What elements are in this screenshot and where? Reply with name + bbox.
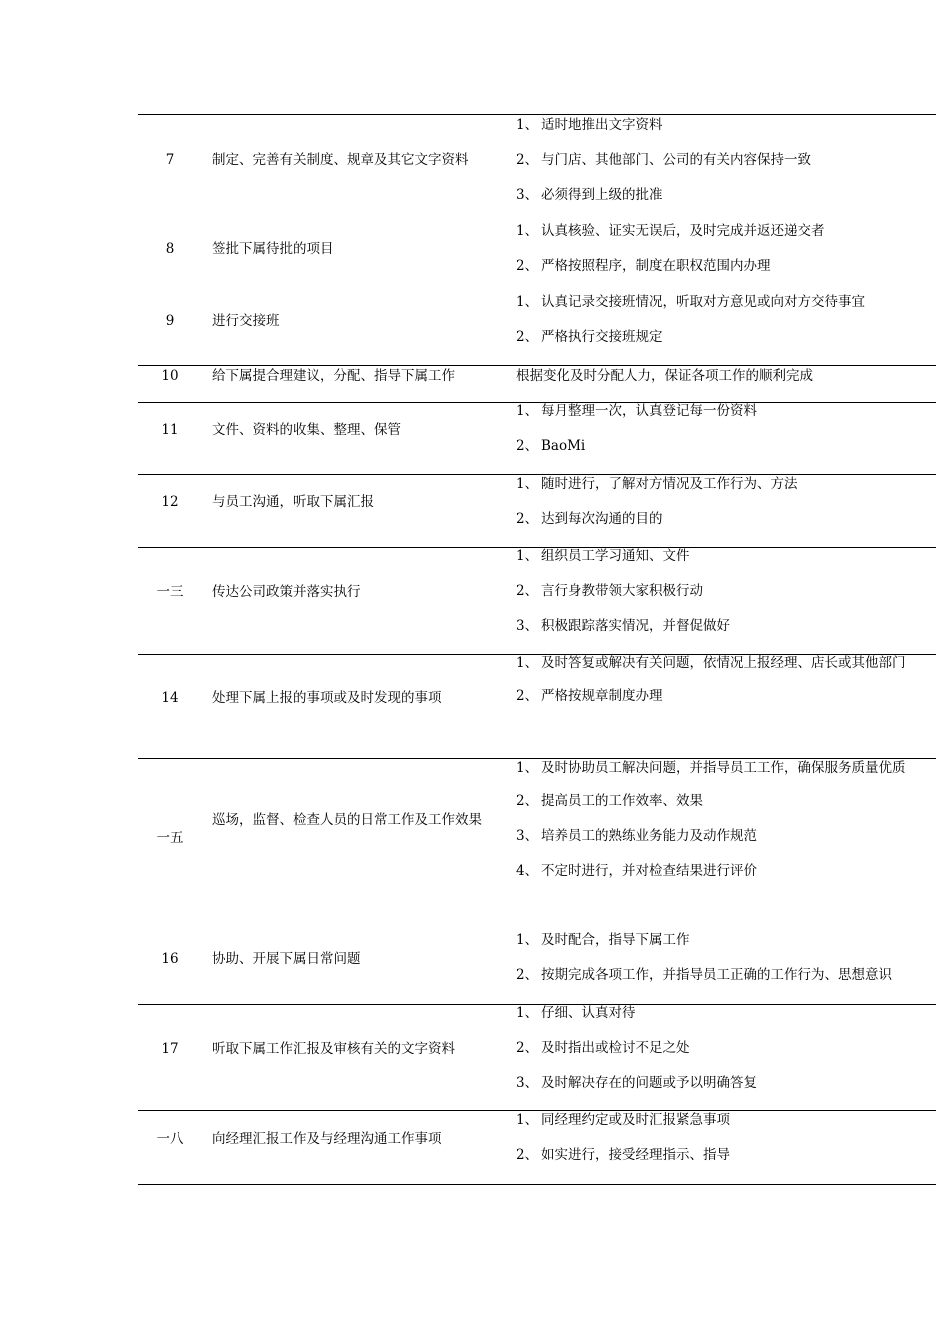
row-number: 8 [165, 241, 175, 257]
list-item: 1、 每月整理一次，认真登记每一份资料 [516, 403, 757, 419]
list-item: 2、 及时指出或检讨不足之处 [516, 1040, 690, 1056]
standard-cell [516, 1103, 936, 1173]
standard-cell [516, 646, 936, 714]
task-cell: 文件、资料的收集、整理、保管 [212, 422, 401, 438]
row-number: 7 [165, 152, 175, 168]
row-number: 12 [161, 494, 179, 510]
task-cell: 签批下属待批的项目 [212, 241, 334, 257]
list-item: 1、 及时协助员工解决问题，并指导员工工作，确保服务质量优质 [516, 760, 906, 776]
task-cell: 协助、开展下属日常问题 [212, 951, 361, 967]
row-number: 14 [161, 690, 179, 706]
list-item: 2、 严格按照程序，制度在职权范围内办理 [516, 258, 771, 274]
row-number: 一八 [156, 1131, 184, 1147]
list-item: 1、 认真核验、证实无误后，及时完成并返还递交者 [516, 223, 825, 239]
row-number: 一五 [156, 830, 184, 846]
task-cell: 听取下属工作汇报及审核有关的文字资料 [212, 1041, 455, 1057]
task-cell: 进行交接班 [212, 313, 280, 329]
row-number: 16 [161, 951, 179, 967]
list-item: 1、 适时地推出文字资料 [516, 117, 663, 133]
standard-cell [516, 214, 936, 284]
list-item: 2、 BaoMi [516, 438, 586, 454]
task-cell: 制定、完善有关制度、规章及其它文字资料 [212, 152, 469, 168]
table-rule [138, 1184, 936, 1185]
row-number: 10 [161, 368, 179, 384]
standard-cell [516, 467, 936, 537]
list-item: 1、 随时进行，了解对方情况及工作行为、方法 [516, 476, 798, 492]
standard-cell [516, 996, 936, 1101]
table-rule [138, 365, 936, 366]
row-number: 17 [161, 1041, 179, 1057]
list-item: 2、 达到每次沟通的目的 [516, 511, 663, 527]
row-number: 11 [161, 422, 179, 438]
list-item: 1、 认真记录交接班情况，听取对方意见或向对方交待事宜 [516, 294, 865, 310]
list-item: 1、 同经理约定或及时汇报紧急事项 [516, 1112, 730, 1128]
list-item: 1、 仔细、认真对待 [516, 1005, 636, 1021]
standard-cell [516, 394, 936, 464]
list-item: 2、 与门店、其他部门、公司的有关内容保持一致 [516, 152, 811, 168]
task-cell: 与员工沟通，听取下属汇报 [212, 494, 374, 510]
standard-cell [516, 285, 936, 355]
row-number: 9 [165, 313, 175, 329]
standard-cell: 根据变化及时分配人力，保证各项工作的顺利完成 [516, 368, 813, 384]
task-cell: 传达公司政策并落实执行 [212, 584, 361, 600]
list-item: 2、 如实进行，接受经理指示、指导 [516, 1147, 730, 1163]
standard-cell [516, 539, 936, 644]
list-item: 3、 及时解决存在的问题或予以明确答复 [516, 1075, 757, 1091]
task-cell: 巡场，监督、检查人员的日常工作及工作效果 [212, 812, 482, 828]
task-cell: 处理下属上报的事项或及时发现的事项 [212, 690, 442, 706]
list-item: 2、 言行身教带领大家积极行动 [516, 583, 703, 599]
list-item: 1、 及时配合，指导下属工作 [516, 932, 690, 948]
list-item: 1、 及时答复或解决有关问题，依情况上报经理、店长或其他部门 [516, 655, 906, 671]
task-cell: 给下属提合理建议，分配、指导下属工作 [212, 368, 455, 384]
standard-cell [516, 751, 936, 889]
list-item: 2、 严格执行交接班规定 [516, 329, 663, 345]
list-item: 3、 积极跟踪落实情况，并督促做好 [516, 618, 730, 634]
standard-cell [516, 108, 936, 213]
list-item: 3、 培养员工的熟练业务能力及动作规范 [516, 828, 757, 844]
list-item: 2、 严格按规章制度办理 [516, 688, 663, 704]
standard-cell [516, 923, 936, 993]
list-item: 1、 组织员工学习通知、文件 [516, 548, 690, 564]
list-item: 2、 提高员工的工作效率、效果 [516, 793, 703, 809]
list-item: 4、 不定时进行，并对检查结果进行评价 [516, 863, 757, 879]
row-number: 一三 [156, 584, 184, 600]
task-cell: 向经理汇报工作及与经理沟通工作事项 [212, 1131, 442, 1147]
list-item: 3、 必须得到上级的批准 [516, 187, 663, 203]
list-item: 2、 按期完成各项工作，并指导员工正确的工作行为、思想意识 [516, 967, 892, 983]
